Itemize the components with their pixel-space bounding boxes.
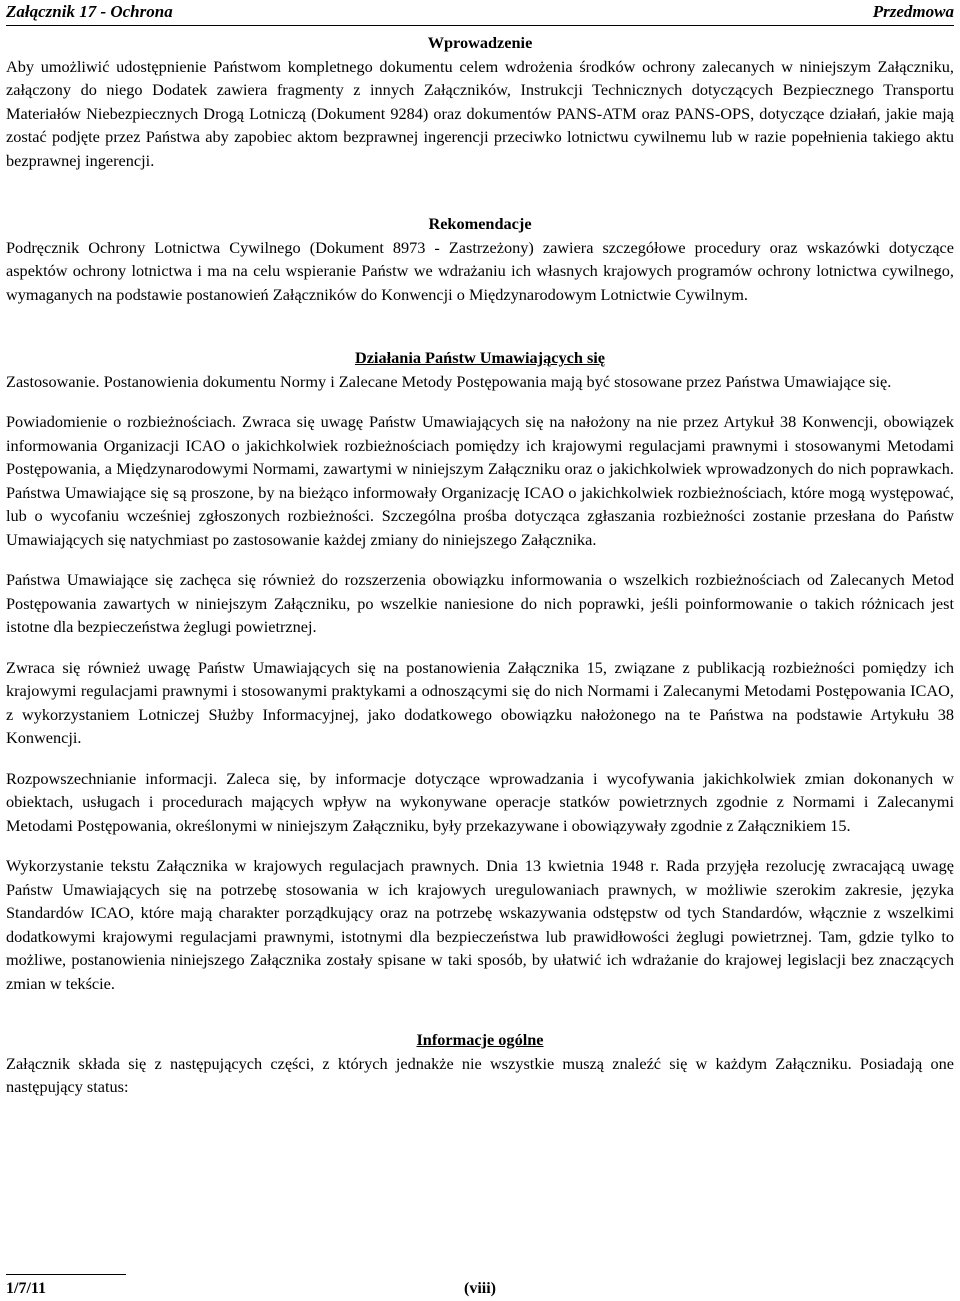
footer-page-number: (viii) [464,1280,496,1297]
footer-page-id: 1/7/11 [6,1280,47,1297]
section-heading-general-text: Informacje ogólne [416,1030,544,1049]
actions-encouragement-paragraph: Państwa Umawiające się zachęca się również do rozszerzenia obowiązku informowania o wszelkich rozbieżnościach od Zalecanych Metod Postępowania zawartych w niniejszym Załączniku, po wszelkie naniesione do nich poprawki, jeśli poinformowanie o takich różnicach jest istotne dla bezpieczeństwa żeglugi powietrznej. [6,570,954,636]
actions-application-paragraph: Zastosowanie. Postanowienia dokumentu Normy i Zalecane Metody Postępowania mają być stosowane przez Państwa Umawiające się. [6,371,892,391]
page-content [6,31,954,1099]
actions-dissemination-paragraph: Rozpowszechnianie informacji. Zaleca się, by informacje dotyczące wprowadzania i wycofywania jakichkolwiek zmian dokonanych w obiektach, usługach i procedurach mających wpływ na wykonywane operacje statków powietrznych zgodnie z Normami i Zalecanymi Metodami Postępowania, określonymi w niniejszym Załączniku, były przekazywane i obowiązywały zgodnie z Załącznikiem 15. [6,768,954,835]
actions-legislation-paragraph: Wykorzystanie tekstu Załącznika w krajowych regulacjach prawnych. Dnia 13 kwietnia 1948 r. Rada przyjęła rezolucję zwracającą uwagę Państw Umawiających się na potrzebę stosowania w ich krajowych uregulowaniach prawnych, w możliwie szerokim zakresie, języka Standardów ICAO, które mają charakter porządkujący oraz na potrzebę wskazywania odstępstw od tych Standardów, włącznie z wszelkimi dodatkowymi krajowymi regulacjami prawnymi, istotnymi dla bezpieczeństwa lub prawidłowości żeglugi powietrznej. Tam, gdzie tylko to możliwe, postanowienia niniejszego Załącznika zostały spisane w taki sposób, by ułatwić ich wdrażanie do krajowej legislacji bez znaczących zmian w tekście. [6,856,954,993]
intro-paragraph: Aby umożliwić udostępnienie Państwom kompletnego dokumentu celem wdrożenia środków ochrony zalecanych w niniejszym Załączniku, załączony do niego Dodatek zawiera fragmenty z innych Załączników, Instrukcji Technicznych dotyczących Bezpiecznego Transportu Materiałów Niebezpiecznych Drogą Lotniczą (Dokument 9284) oraz dokumentów PANS-ATM oraz PANS-OPS, dotyczące działań, jakie mają zostać podjęte przez Państwa aby zapobiec aktom bezprawnej ingerencji przeciwko lotnictwu cywilnemu lub w razie popełnienia takiego aktu bezprawnej ingerencji. [6,56,954,170]
page-header [6,1,954,27]
footer-divider [6,1274,126,1275]
section-heading-recommendations: Rekomendacje [428,214,532,233]
section-heading-actions-text: Działania Państw Umawiających się [354,348,606,367]
actions-differences-paragraph: Powiadomienie o rozbieżnościach. Zwraca się uwagę Państw Umawiających się na nałożony na nie przez Artykuł 38 Konwencji, obowiązek informowania Organizacji ICAO o jakichkolwiek rozbieżnościach pomiędzy ich krajowymi regulacjami prawnymi i stosowanymi Metodami Postępowania, a Międzynarodowymi Normami, zawartymi w niniejszym Załączniku oraz o jakichkolwiek wprowadzonych do nich poprawkach. Państwa Umawiające się są proszone, by na bieżąco informowały Organizację ICAO o jakichkolwiek rozbieżnościach, które mogą występować, lub o wycofaniu wcześniej zgłoszonych rozbieżności. Szczególna prośba dotycząca zgłaszania rozbieżności zostanie przesłana do Państw Umawiających się natychmiast po zastosowanie każdej zmiany do niniejszego Załącznika. [6,412,954,549]
section-heading-intro: Wprowadzenie [427,33,533,52]
document-page [6,0,954,1301]
actions-annex15-paragraph: Zwraca się również uwagę Państw Umawiających się na postanowienia Załącznika 15, związane z publikacją rozbieżności pomiędzy ich krajowymi regulacjami prawnymi i stosowanymi praktykami a odnoszącymi się do nich Normami i Zalecanymi Metodami Postępowania ICAO, z wykorzystaniem Lotniczej Służby Informacyjnej, jako dodatkowego obowiązku nałożonego na te Państwa na podstawie Artykułu 38 Konwencji. [6,657,954,747]
section-heading-general [6,1028,954,1052]
section-heading-actions [6,346,954,370]
header-section-title: Przedmowa [872,2,954,21]
header-document-title: Załącznik 17 - Ochrona [6,2,173,21]
header-divider [6,25,954,26]
recommendations-paragraph: Podręcznik Ochrony Lotnictwa Cywilnego (Dokument 8973 - Zastrzeżony) zawiera szczegółowe procedury oraz wskazówki dotyczące aspektów ochrony lotnictwa i ma na celu wspieranie Państw we wdrażaniu ich własnych krajowych programów ochrony lotnictwa cywilnego, wymaganych na podstawie postanowień Załączników do Konwencji o Międzynarodowym Lotnictwie Cywilnym. [6,237,954,304]
general-paragraph: Załącznik składa się z następujących części, z których jednakże nie wszystkie muszą znaleźć się w każdym Załączniku. Posiadają one następujący status: [6,1053,954,1096]
